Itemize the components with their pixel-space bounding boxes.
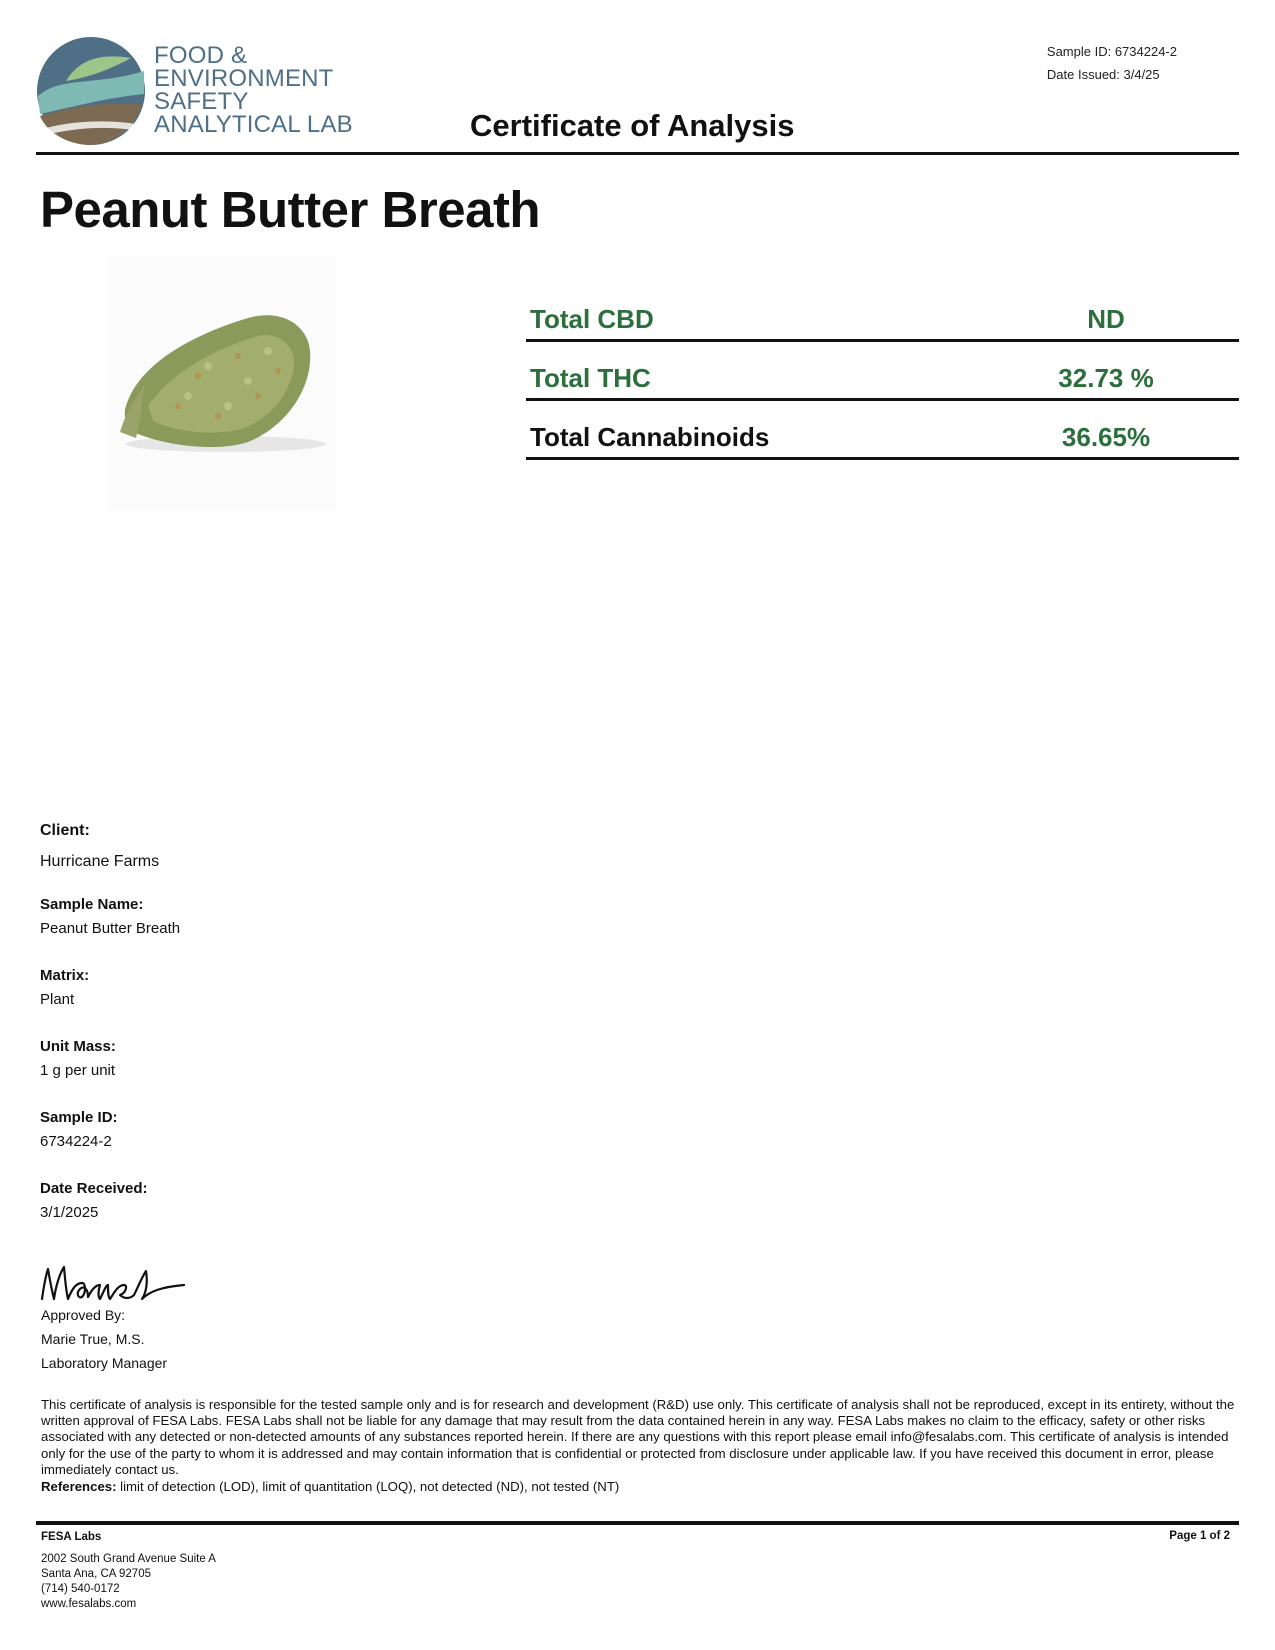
field-value: 1 g per unit: [40, 1062, 116, 1079]
detail-matrix: [40, 967, 540, 1038]
footer-address-line2: Santa Ana, CA 92705: [41, 1568, 151, 1580]
detail-sample-name: [40, 896, 540, 967]
field-label: Client:: [40, 822, 90, 839]
references-text: limit of detection (LOD), limit of quantitation (LOQ), not detected (ND), not tested (NT): [116, 1479, 620, 1494]
potency-row-cbd: [526, 282, 1239, 342]
header-divider: [36, 152, 1239, 155]
field-label: Date Received:: [40, 1180, 148, 1197]
footer-lab-name: FESA Labs: [41, 1531, 102, 1543]
references-label: References:: [41, 1479, 117, 1494]
potency-label: Total THC: [530, 363, 651, 393]
footer-address: [41, 1530, 216, 1612]
approver-title: Laboratory Manager: [41, 1355, 168, 1371]
field-label: Sample ID:: [40, 1109, 118, 1126]
lab-logo-text: [154, 44, 354, 136]
document-meta: [1047, 40, 1177, 86]
detail-sample-id: [40, 1109, 540, 1180]
field-label: Unit Mass:: [40, 1038, 116, 1055]
logo-line: FOOD &: [154, 42, 248, 69]
detail-unit-mass: [40, 1038, 540, 1109]
disclaimer: This certificate of analysis is responsible for the tested sample only and is for research and development (R&D) use only. This certificate of analysis shall not be reproduced, except in its entirety, without the written approval of FESA Labs. FESA Labs shall not be liable for any damage that may result from the data contained herein in any way. FESA Labs makes no claim to the efficacy, safety or other risks associated with any detected or non-detected amounts of any substances reported herein. If there are any questions with this report please email info@fesalabs.com. This certificate of analysis is intended only for the use of the party to whom it is addressed and may contain information that is confidential or protected from disclosure under applicable law. If you have received this document in error, please immediately contact us.: [41, 1397, 1235, 1477]
footer-address-line1: 2002 South Grand Avenue Suite A: [41, 1553, 216, 1565]
logo-line: ANALYTICAL LAB: [154, 111, 353, 138]
lab-logo: [36, 36, 146, 146]
product-photo: [108, 256, 336, 510]
potency-row-thc: [526, 341, 1239, 401]
field-label: Sample Name:: [40, 896, 144, 913]
approved-by-label: Approved By:: [41, 1307, 126, 1323]
detail-date-received: [40, 1180, 540, 1251]
potency-value: ND: [1087, 304, 1125, 334]
document-title: Certificate of Analysis: [470, 108, 795, 143]
field-value: Plant: [40, 991, 75, 1008]
field-value: 6734224-2: [40, 1133, 112, 1150]
page-number: Page 1 of 2: [1169, 1530, 1230, 1542]
footer-divider: [36, 1521, 1239, 1525]
field-value: Peanut Butter Breath: [40, 920, 181, 937]
footer-phone: (714) 540-0172: [41, 1583, 120, 1595]
date-issued-header: Date Issued: 3/4/25: [1046, 67, 1160, 82]
approval-block: [41, 1303, 167, 1375]
footer-website[interactable]: www.fesalabs.com: [41, 1598, 137, 1610]
potency-value: 36.65%: [1061, 422, 1151, 452]
sample-details: [40, 822, 540, 1251]
field-value: 3/1/2025: [40, 1204, 99, 1221]
approver-name: Marie True, M.S.: [41, 1331, 145, 1347]
logo-line: ENVIRONMENT: [154, 65, 334, 92]
potency-label: Total Cannabinoids: [530, 422, 770, 452]
sample-id-header: Sample ID: 6734224-2: [1046, 44, 1177, 59]
potency-value: 32.73 %: [1058, 363, 1154, 393]
field-label: Matrix:: [40, 967, 90, 984]
potency-row-total: [526, 400, 1239, 460]
sample-title: Peanut Butter Breath: [40, 181, 541, 238]
potency-label: Total CBD: [530, 304, 654, 334]
references: [41, 1479, 619, 1494]
logo-line: SAFETY: [154, 88, 249, 115]
signature: [38, 1255, 188, 1307]
field-value: Hurricane Farms: [40, 853, 160, 870]
detail-client: [40, 822, 540, 896]
